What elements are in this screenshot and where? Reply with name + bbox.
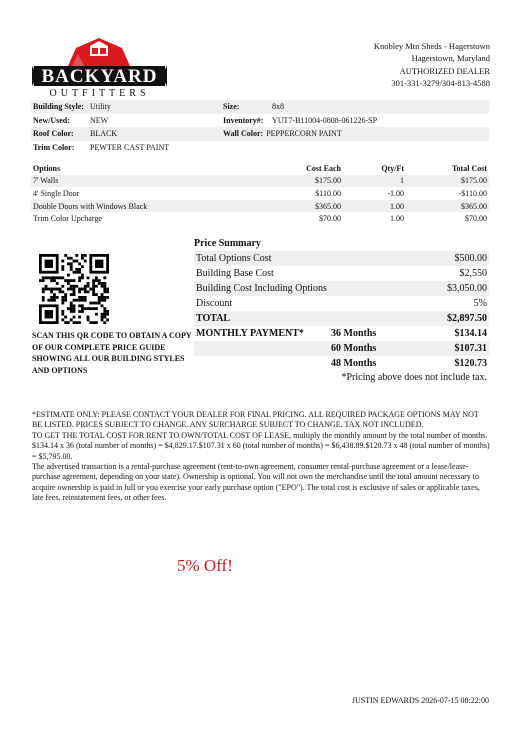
- payment-row: [194, 356, 489, 371]
- table-row: [31, 187, 489, 200]
- info-row: [31, 100, 489, 114]
- wall-label: Wall Color:: [223, 129, 264, 139]
- qr-caption: SCAN THIS QR CODE TO OBTAIN A COPY OF OUR COMPLETE PRICE GUIDE SHOWING ALL OUR BUILDING STYLES AND OPTIONS: [32, 331, 192, 375]
- legal-note: The advertised transaction is a rental-purchase agreement (rent-to-own agreement, consumer rental-purchase agreement or a lease/lease-purchase agreement, depending on your state). Ownership is optional. You will not own the merchandise until the total amount necessary to acquire ownership is paid in full or you exercise your early purchase option ("EPO"). The total cost is exclusive of sales or applicable taxes, late fees, reinstatement fees, or other fees.: [32, 462, 480, 503]
- option-qty: 1: [400, 176, 404, 186]
- summary-label: Discount: [196, 298, 233, 309]
- rto-calc-note: $134.14 x 36 (total number of months) = $4,829.17.$107.31 x 60 (total number of months) = $6,438.89.$120.73 x 48 (total number of months) = $5,795.00.: [32, 441, 490, 461]
- payment-amount: $134.14: [454, 328, 487, 339]
- logo-text-backyard: BACKYARD: [41, 66, 158, 87]
- summary-row: [194, 296, 489, 311]
- header-total-cost: Total Cost: [451, 163, 487, 173]
- summary-label: Building Base Cost: [196, 268, 274, 279]
- size-value: 8x8: [272, 102, 284, 112]
- new-used-label: New/Used:: [33, 115, 70, 125]
- dealer-phones: 301-331-3279/304-813-4588: [391, 77, 490, 88]
- option-qty: 1.00: [390, 214, 404, 224]
- info-row: [31, 114, 489, 128]
- summary-value: $2,550: [459, 268, 487, 279]
- trim-value: PEWTER CAST PAINT: [90, 142, 170, 152]
- summary-label: Building Cost Including Options: [196, 283, 327, 294]
- option-qty: 1.00: [390, 201, 404, 211]
- new-used-value: NEW: [90, 115, 109, 125]
- option-name: 4' Single Door: [33, 188, 80, 198]
- total-label: TOTAL: [196, 313, 231, 324]
- wall-value: PEPPERCORN PAINT: [266, 129, 342, 139]
- option-total: $70.00: [465, 214, 487, 224]
- payment-row: [194, 341, 489, 356]
- tax-note: *Pricing above does not include tax.: [341, 372, 487, 383]
- inventory-label: Inventory#:: [223, 115, 264, 125]
- option-total: -$110.00: [458, 188, 487, 198]
- monthly-payment-label: MONTHLY PAYMENT*: [196, 328, 304, 339]
- table-row: [31, 175, 489, 188]
- header-qty: Qty/Ft: [381, 163, 404, 173]
- style-label: Building Style:: [33, 102, 84, 112]
- payment-term: 48 Months: [331, 358, 377, 369]
- option-name: Trim Color Upcharge: [33, 214, 102, 224]
- disclaimer-notes: [32, 410, 490, 504]
- payment-amount: $120.73: [454, 358, 487, 369]
- total-value: $2,897.50: [447, 313, 487, 324]
- payment-amount: $107.31: [454, 343, 487, 354]
- payment-row: [194, 326, 489, 341]
- price-guide-qr-code[interactable]: [39, 254, 109, 324]
- dealer-info: [374, 40, 490, 89]
- option-qty: -1.00: [387, 188, 404, 198]
- summary-value: 5%: [473, 298, 487, 309]
- footer-signature: JUSTIN EDWARDS 2026-07-15 08:22:00: [351, 696, 489, 705]
- summary-row: [194, 251, 489, 266]
- estimate-note: *ESTIMATE ONLY: PLEASE CONTACT YOUR DEALER FOR FINAL PRICING. ALL REQUIRED PACKAGE OPTIONS MAY NOT BE LISTED. PRICES SUBJECT TO CHANGE. ANY SURCHARGE SUBJECT TO CHANGE. TAX NOT INCLUDED.: [32, 410, 479, 430]
- backyard-outfitters-logo: [32, 32, 167, 98]
- option-name: 7' Walls: [33, 176, 59, 186]
- options-header: [31, 162, 489, 175]
- price-summary-title: Price Summary: [194, 238, 261, 249]
- payment-term: 36 Months: [331, 328, 377, 339]
- promo-discount-text: 5% Off!: [177, 556, 233, 575]
- option-total: $175.00: [461, 176, 487, 186]
- dealer-name: Knobley Mtn Sheds - Hagerstown: [373, 41, 490, 51]
- option-total: $365.00: [461, 201, 487, 211]
- options-table: [31, 162, 489, 225]
- summary-value: $500.00: [454, 253, 487, 264]
- rto-intro-note: TO GET THE TOTAL COST FOR RENT TO OWN/TOTAL COST OF LEASE, multiply the monthly amount by the total number of months.: [32, 430, 488, 440]
- roof-value: BLACK: [90, 129, 118, 139]
- dealer-status: AUTHORIZED DEALER: [399, 65, 490, 76]
- summary-label: Total Options Cost: [196, 253, 272, 264]
- size-label: Size:: [223, 102, 240, 112]
- info-row: [31, 141, 489, 155]
- summary-row: [194, 266, 489, 281]
- style-value: Utility: [90, 102, 111, 112]
- info-row: [31, 127, 489, 141]
- option-each: $175.00: [315, 176, 341, 186]
- header-cost-each: Cost Each: [306, 163, 341, 173]
- logo-text-outfitters: OUTFITTERS: [49, 88, 150, 98]
- header-options: Options: [33, 163, 61, 173]
- summary-row: [194, 281, 489, 296]
- option-name: Double Doors with Windows Black: [33, 201, 148, 211]
- summary-total-row: [194, 311, 489, 326]
- price-summary: [194, 237, 489, 385]
- table-row: [31, 200, 489, 213]
- building-info: [31, 100, 489, 154]
- option-each: $110.00: [315, 188, 341, 198]
- trim-label: Trim Color:: [33, 142, 75, 152]
- roof-label: Roof Color:: [33, 129, 74, 139]
- option-each: $365.00: [315, 201, 341, 211]
- payment-term: 60 Months: [331, 343, 377, 354]
- summary-value: $3,050.00: [447, 283, 487, 294]
- option-each: $70.00: [319, 214, 341, 224]
- table-row: [31, 212, 489, 225]
- inventory-value: YUT7-B11004-0808-061226-SP: [272, 115, 378, 125]
- dealer-city: Hagerstown, Maryland: [411, 53, 490, 64]
